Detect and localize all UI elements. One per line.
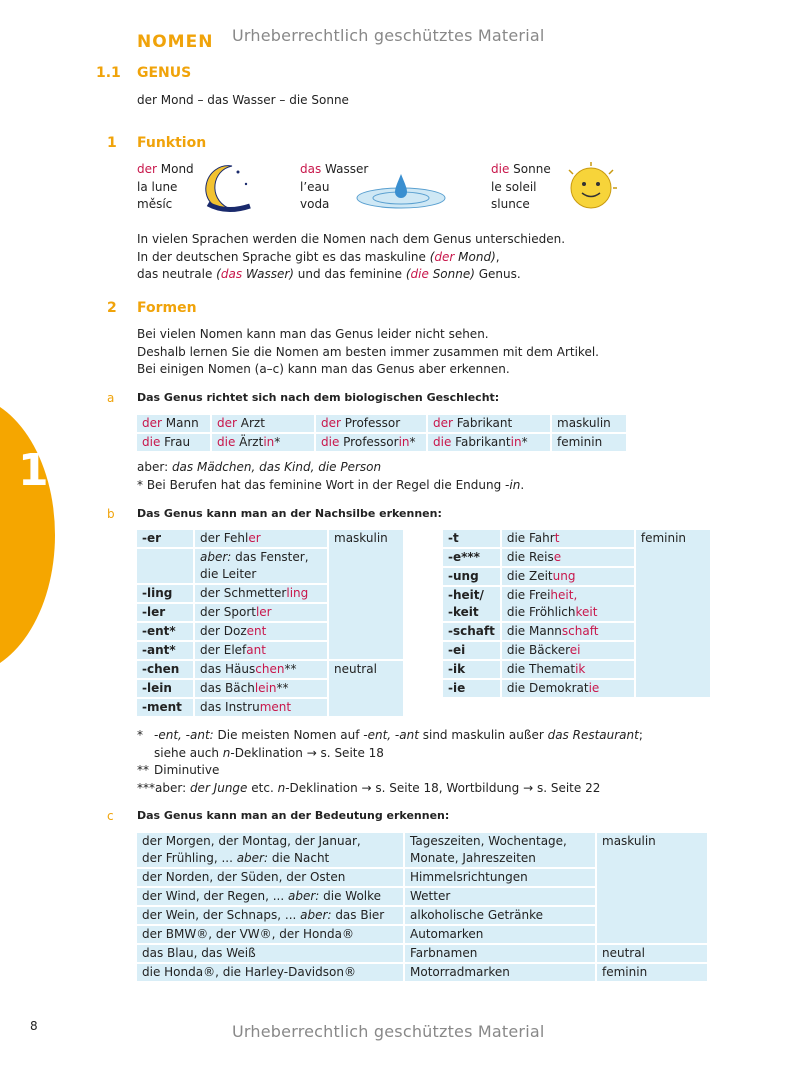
b-notes: * -ent, -ant: Die meisten Nomen auf -ent, -ant sind maskulin außer das Restaurant; siehe auch n-Deklination → s. Seite 18 ** Diminutive ***aber: der Junge etc. n-Deklination → s. Seite 18, Wortbildung → s. Seite 22 (137, 728, 643, 795)
b-letter: b (107, 507, 115, 521)
formen-title: Formen (137, 300, 197, 316)
funktion-text: In vielen Sprachen werden die Nomen nach dem Genus unterschieden. In der deutschen Sprache gibt es das maskuline (der Mond), das neutrale (das Wasser) und das feminine (die Sonne) Genus. (137, 232, 566, 281)
water-drop-icon (355, 170, 447, 210)
page-number: 8 (30, 1019, 38, 1033)
formen-text: Bei vielen Nomen kann man das Genus leider nicht sehen. Deshalb lernen Sie die Nomen am besten immer zusammen mit dem Artikel. Bei einigen Nomen (a–c) kann man das Genus aber erkennen. (137, 327, 599, 376)
a-notes: aber: das Mädchen, das Kind, die Person * Bei Berufen hat das feminine Wort in der Regel die Endung -in. (137, 460, 525, 492)
moon-icon (198, 160, 254, 214)
funktion-item-mond: der Mond la lune měsíc (137, 162, 194, 211)
table-row: die Frau die Ärztin* die Professorin* die Fabrikantin* feminin (136, 433, 627, 452)
chapter-title: NOMEN (137, 32, 214, 52)
section-number: 1.1 (96, 65, 121, 81)
sun-icon (563, 160, 623, 214)
formen-number: 2 (107, 300, 117, 316)
funktion-title: Funktion (137, 135, 207, 151)
table-c: der Morgen, der Montag, der Januar, der Frühling, ... aber: die Nacht Tageszeiten, Wochentage, Monate, Jahreszeiten maskulin der Norden, der Süden, der Osten Himmelsrichtungen der Wind, der Regen, ... aber: die Wolke Wetter der Wein, der Schnaps, ... aber: das Bier alkoholische Getränke der BMW®, der VW®, der Honda® Automarken das Blau, das Weiß Farbnamen neutral die Honda®, die Harley-Davidson® Motorradmarken feminin (135, 831, 709, 983)
funktion-number: 1 (107, 135, 117, 151)
chapter-number: 1 (18, 445, 49, 496)
watermark-top: Urheberrechtlich geschütztes Material (232, 26, 545, 45)
funktion-item-sonne: die Sonne le soleil slunce (491, 162, 551, 211)
section-example: der Mond – das Wasser – die Sonne (137, 93, 349, 107)
chapter-tab (0, 395, 55, 675)
a-heading: Das Genus richtet sich nach dem biologischen Geschlecht: (137, 391, 500, 404)
a-letter: a (107, 391, 115, 405)
funktion-item-wasser: das Wasser l’eau voda (300, 162, 369, 211)
table-b-right: -t die Fahrt feminin -e*** die Reise -ung die Zeitung -heit/ die Freiheit, -keit die Fröhlichkeit -schaft die Mannschaft -ei die Bäckerei -ik die Thematik -ie die Demokratie (441, 528, 712, 699)
table-a (135, 413, 628, 453)
watermark-bottom: Urheberrechtlich geschütztes Material (232, 1022, 545, 1041)
table-b-left: -er der Fehler maskulin aber: das Fenster, die Leiter -ling der Schmetterling -ler der Sportler -ent* der Dozent -ant* der Elefant -chen das Häuschen** neutral -lein das Bächlein** -ment das Instrument (135, 528, 405, 718)
c-letter: c (107, 809, 114, 823)
b-heading: Das Genus kann man an der Nachsilbe erkennen: (137, 507, 442, 520)
table-row: der Mann der Arzt der Professor der Fabrikant maskulin (136, 414, 627, 433)
section-title: GENUS (137, 65, 192, 81)
c-heading: Das Genus kann man an der Bedeutung erkennen: (137, 809, 450, 822)
